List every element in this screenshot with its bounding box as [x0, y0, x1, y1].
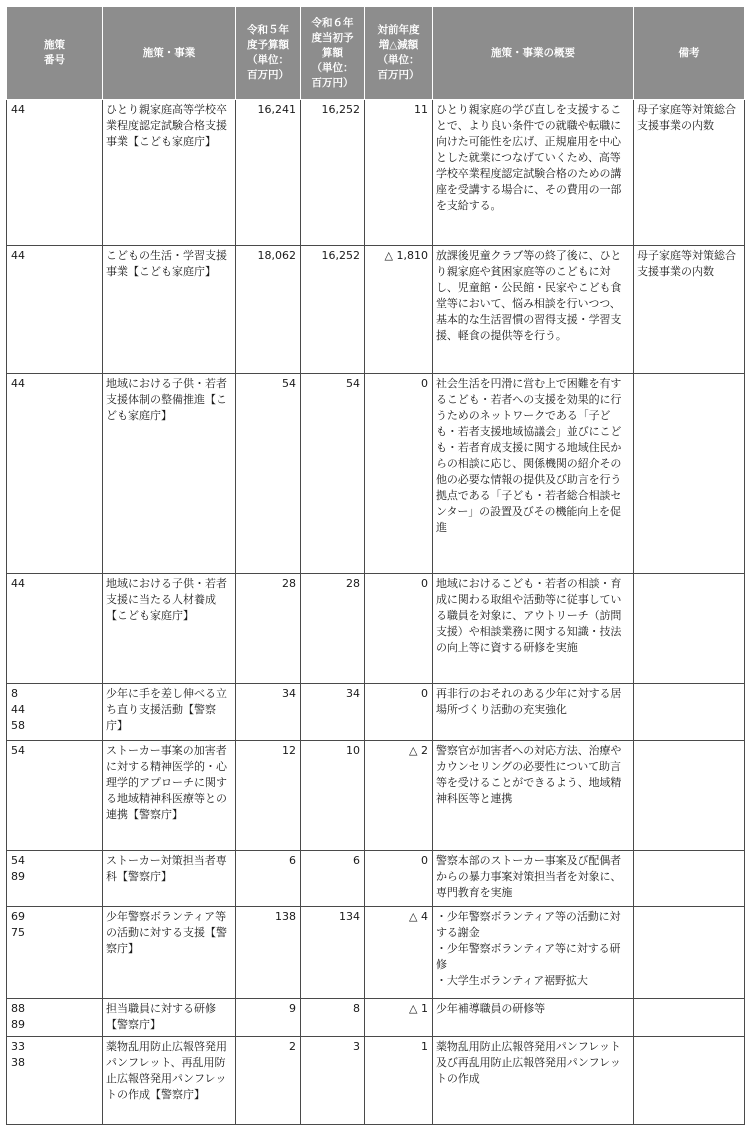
table-row: [7, 1037, 745, 1125]
cell-notes: [634, 999, 745, 1037]
header-summary-label: 施策・事業の概要: [491, 46, 575, 59]
cell-summary: 放課後児童クラブ等の終了後に、ひとり親家庭や貧困家庭等のこどもに対し、児童館・公民館・民家やこども食堂等において、悩み相談を行いつつ、基本的な生活習慣の習得支援・学習支援、軽食の提供等を行う。: [433, 246, 634, 374]
cell-summary: 再非行のおそれのある少年に対する居場所づくり活動の充実強化: [433, 684, 634, 741]
budget-table: [6, 6, 745, 1125]
cell-r6: 3: [301, 1037, 365, 1125]
header-row: [7, 7, 745, 100]
table-row: [7, 574, 745, 684]
cell-r5: 12: [236, 741, 301, 851]
table-row: [7, 851, 745, 907]
cell-r6: 16,252: [301, 100, 365, 246]
cell-r5: 138: [236, 907, 301, 999]
cell-diff: 0: [365, 574, 433, 684]
cell-ids: 54 89: [7, 851, 103, 907]
cell-r6: 134: [301, 907, 365, 999]
cell-name: 担当職員に対する研修【警察庁】: [103, 999, 236, 1037]
cell-ids: 33 38: [7, 1037, 103, 1125]
cell-name: 地域における子供・若者支援に当たる人材養成【こども家庭庁】: [103, 574, 236, 684]
cell-ids: 69 75: [7, 907, 103, 999]
cell-diff: 0: [365, 684, 433, 741]
table-row: [7, 684, 745, 741]
cell-ids: 44: [7, 574, 103, 684]
cell-diff: △ 4: [365, 907, 433, 999]
cell-name: 地域における子供・若者支援体制の整備推進【こども家庭庁】: [103, 374, 236, 574]
cell-summary: 警察本部のストーカー事案及び配偶者からの暴力事案対策担当者を対象に、専門教育を実施: [433, 851, 634, 907]
header-r5-label: 令和５年 度予算額 （単位： 百万円）: [247, 24, 289, 81]
header-notes: [634, 7, 745, 100]
table-row: [7, 374, 745, 574]
cell-notes: [634, 574, 745, 684]
cell-notes: [634, 907, 745, 999]
cell-diff: 1: [365, 1037, 433, 1125]
table-row: [7, 999, 745, 1037]
cell-notes: 母子家庭等対策総合支援事業の内数: [634, 246, 745, 374]
cell-r5: 9: [236, 999, 301, 1037]
cell-r5: 54: [236, 374, 301, 574]
cell-r6: 54: [301, 374, 365, 574]
cell-notes: 母子家庭等対策総合支援事業の内数: [634, 100, 745, 246]
cell-ids: 8 44 58: [7, 684, 103, 741]
cell-name: ストーカー対策担当者専科【警察庁】: [103, 851, 236, 907]
cell-r6: 16,252: [301, 246, 365, 374]
cell-notes: [634, 741, 745, 851]
cell-diff: △ 1,810: [365, 246, 433, 374]
cell-notes: [634, 374, 745, 574]
cell-summary: 社会生活を円滑に営む上で困難を有するこども・若者への支援を効果的に行うためのネットワークである「子ども・若者支援地域協議会」並びにこども・若者育成支援に関する地域住民からの相談に応じ、関係機関の紹介その他の必要な情報の提供及び助言を行う拠点である「子ども・若者総合相談センター」の設置及びその機能向上を促進: [433, 374, 634, 574]
table-row: [7, 907, 745, 999]
cell-summary: 警察官が加害者への対応方法、治療やカウンセリングの必要性について助言等を受けることができるよう、地域精神科医等と連携: [433, 741, 634, 851]
cell-summary: 薬物乱用防止広報啓発用パンフレット及び再乱用防止広報啓発用パンフレットの作成: [433, 1037, 634, 1125]
cell-name: 薬物乱用防止広報啓発用パンフレット、再乱用防止広報啓発用パンフレットの作成【警察庁】: [103, 1037, 236, 1125]
cell-diff: △ 2: [365, 741, 433, 851]
header-diff-label: 対前年度 増△減額 （単位： 百万円）: [377, 24, 420, 81]
cell-notes: [634, 851, 745, 907]
cell-notes: [634, 684, 745, 741]
header-r6-label: 令和６年 度当初予 算額 （単位： 百万円）: [311, 16, 354, 89]
cell-notes: [634, 1037, 745, 1125]
table-row: [7, 741, 745, 851]
cell-name: 少年警察ボランティア等の活動に対する支援【警察庁】: [103, 907, 236, 999]
header-summary: [433, 7, 634, 100]
cell-diff: 11: [365, 100, 433, 246]
cell-name: こどもの生活・学習支援事業【こども家庭庁】: [103, 246, 236, 374]
cell-r5: 2: [236, 1037, 301, 1125]
cell-summary: ひとり親家庭の学び直しを支援することで、より良い条件での就職や転職に向けた可能性を広げ、正規雇用を中心とした就業につなげていくため、高等学校卒業程度認定試験合格のための講座を受講する場合に、その費用の一部を支給する。: [433, 100, 634, 246]
cell-r6: 34: [301, 684, 365, 741]
cell-name: ストーカー事案の加害者に対する精神医学的・心理学的アプローチに関する地域精神科医療等との連携【警察庁】: [103, 741, 236, 851]
cell-ids: 44: [7, 246, 103, 374]
cell-r5: 18,062: [236, 246, 301, 374]
cell-r5: 34: [236, 684, 301, 741]
budget-table-container: [6, 6, 744, 1125]
cell-r5: 28: [236, 574, 301, 684]
header-notes-label: 備考: [678, 46, 700, 59]
cell-name: 少年に手を差し伸べる立ち直り支援活動【警察庁】: [103, 684, 236, 741]
cell-ids: 54: [7, 741, 103, 851]
cell-diff: 0: [365, 374, 433, 574]
cell-ids: 44: [7, 100, 103, 246]
cell-diff: △ 1: [365, 999, 433, 1037]
header-r5: [236, 7, 301, 100]
cell-diff: 0: [365, 851, 433, 907]
table-row: [7, 100, 745, 246]
header-name-label: 施策・事業: [142, 46, 196, 59]
header-r6: [301, 7, 365, 100]
header-id-label: 施策 番号: [44, 39, 65, 66]
cell-r5: 6: [236, 851, 301, 907]
cell-r6: 8: [301, 999, 365, 1037]
header-id: [7, 7, 103, 100]
table-row: [7, 246, 745, 374]
cell-r6: 10: [301, 741, 365, 851]
header-diff: [365, 7, 433, 100]
cell-name: ひとり親家庭高等学校卒業程度認定試験合格支援事業【こども家庭庁】: [103, 100, 236, 246]
cell-ids: 88 89: [7, 999, 103, 1037]
cell-r5: 16,241: [236, 100, 301, 246]
header-name: [103, 7, 236, 100]
cell-summary: ・少年警察ボランティア等の活動に対する謝金 ・少年警察ボランティア等に対する研修 ・大学生ボランティア裾野拡大: [433, 907, 634, 999]
cell-summary: 地域におけるこども・若者の相談・育成に関わる取組や活動等に従事している職員を対象に、アウトリーチ（訪問支援）や相談業務に関する知識・技法の向上等に資する研修を実施: [433, 574, 634, 684]
cell-r6: 28: [301, 574, 365, 684]
cell-ids: 44: [7, 374, 103, 574]
cell-r6: 6: [301, 851, 365, 907]
cell-summary: 少年補導職員の研修等: [433, 999, 634, 1037]
